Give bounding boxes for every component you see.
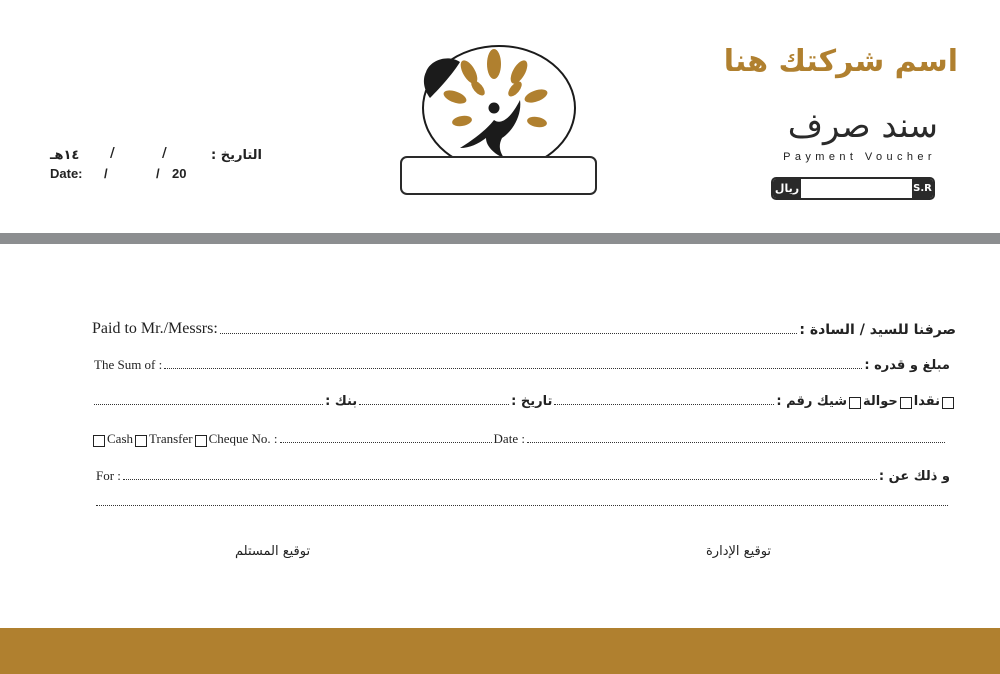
year-prefix: 20 <box>172 166 187 181</box>
date-label-en: Date: <box>50 166 83 181</box>
company-logo-icon <box>418 42 580 162</box>
for-label-en: For : <box>96 468 121 483</box>
currency-ar-label: ريال <box>773 179 801 198</box>
cheque-date-field[interactable] <box>359 404 509 405</box>
cash-label-ar: نقدا <box>913 394 940 409</box>
for-field-continued[interactable] <box>96 505 948 506</box>
amount-box <box>771 177 935 200</box>
management-signature-label: توقيع الإدارة <box>706 544 772 559</box>
date-label-ar-row: تاريخ : <box>511 394 553 409</box>
bank-label-ar: بنك : <box>325 394 358 409</box>
for-row <box>96 468 950 484</box>
transfer-label-en: Transfer <box>149 431 193 446</box>
paid-to-label-ar: صرفنا للسيد / السادة : <box>799 322 956 338</box>
date-separator: / <box>156 166 160 181</box>
paid-to-row <box>92 320 956 338</box>
transfer-checkbox-en[interactable] <box>135 435 147 447</box>
voucher-title-ar: سند صرف <box>787 106 938 146</box>
header-divider <box>0 233 1000 244</box>
date-label-ar: التاريخ : <box>211 148 262 163</box>
sum-field[interactable] <box>164 368 862 369</box>
date-separator: / <box>162 146 167 161</box>
bank-field[interactable] <box>94 404 323 405</box>
cheque-number-field[interactable] <box>554 404 774 405</box>
payment-method-row-en <box>91 431 947 447</box>
cheque-label-ar: شيك رقم : <box>776 394 848 409</box>
cash-checkbox[interactable] <box>942 397 954 409</box>
voucher-title-en: Payment Voucher <box>783 151 936 163</box>
currency-en-label: S.R <box>912 179 933 198</box>
date-separator: / <box>104 166 108 181</box>
company-name: اسم شركتك هنا <box>723 44 958 79</box>
for-field[interactable] <box>123 479 877 480</box>
cash-checkbox-en[interactable] <box>93 435 105 447</box>
for-label-ar: و ذلك عن : <box>878 469 950 484</box>
paid-to-label-en: Paid to Mr./Messrs: <box>92 320 218 337</box>
hijri-suffix: ١٤هـ <box>50 148 80 163</box>
cheque-checkbox[interactable] <box>849 397 861 409</box>
transfer-checkbox[interactable] <box>900 397 912 409</box>
cheque-label-en: Cheque No. : <box>208 431 278 446</box>
footer-bar <box>0 628 1000 674</box>
receiver-signature-label: توقيع المستلم <box>235 544 311 559</box>
paid-to-field[interactable] <box>220 333 798 334</box>
transfer-label-ar: حوالة <box>863 394 898 409</box>
amount-field[interactable] <box>801 179 912 198</box>
cheque-date-field-en[interactable] <box>527 442 945 443</box>
cheque-checkbox-en[interactable] <box>195 435 207 447</box>
for-continuation-row <box>96 505 948 506</box>
cheque-number-field-en[interactable] <box>280 442 492 443</box>
sum-label-ar: مبلغ و قدره : <box>864 358 950 373</box>
sum-row <box>94 357 950 373</box>
date-separator: / <box>110 146 115 161</box>
payment-method-row-ar <box>92 394 956 409</box>
sum-label-en: The Sum of : <box>94 357 163 372</box>
date-label-en-row: Date : <box>493 431 525 446</box>
cash-label-en: Cash <box>107 431 133 446</box>
logo-text-box[interactable] <box>400 156 597 195</box>
